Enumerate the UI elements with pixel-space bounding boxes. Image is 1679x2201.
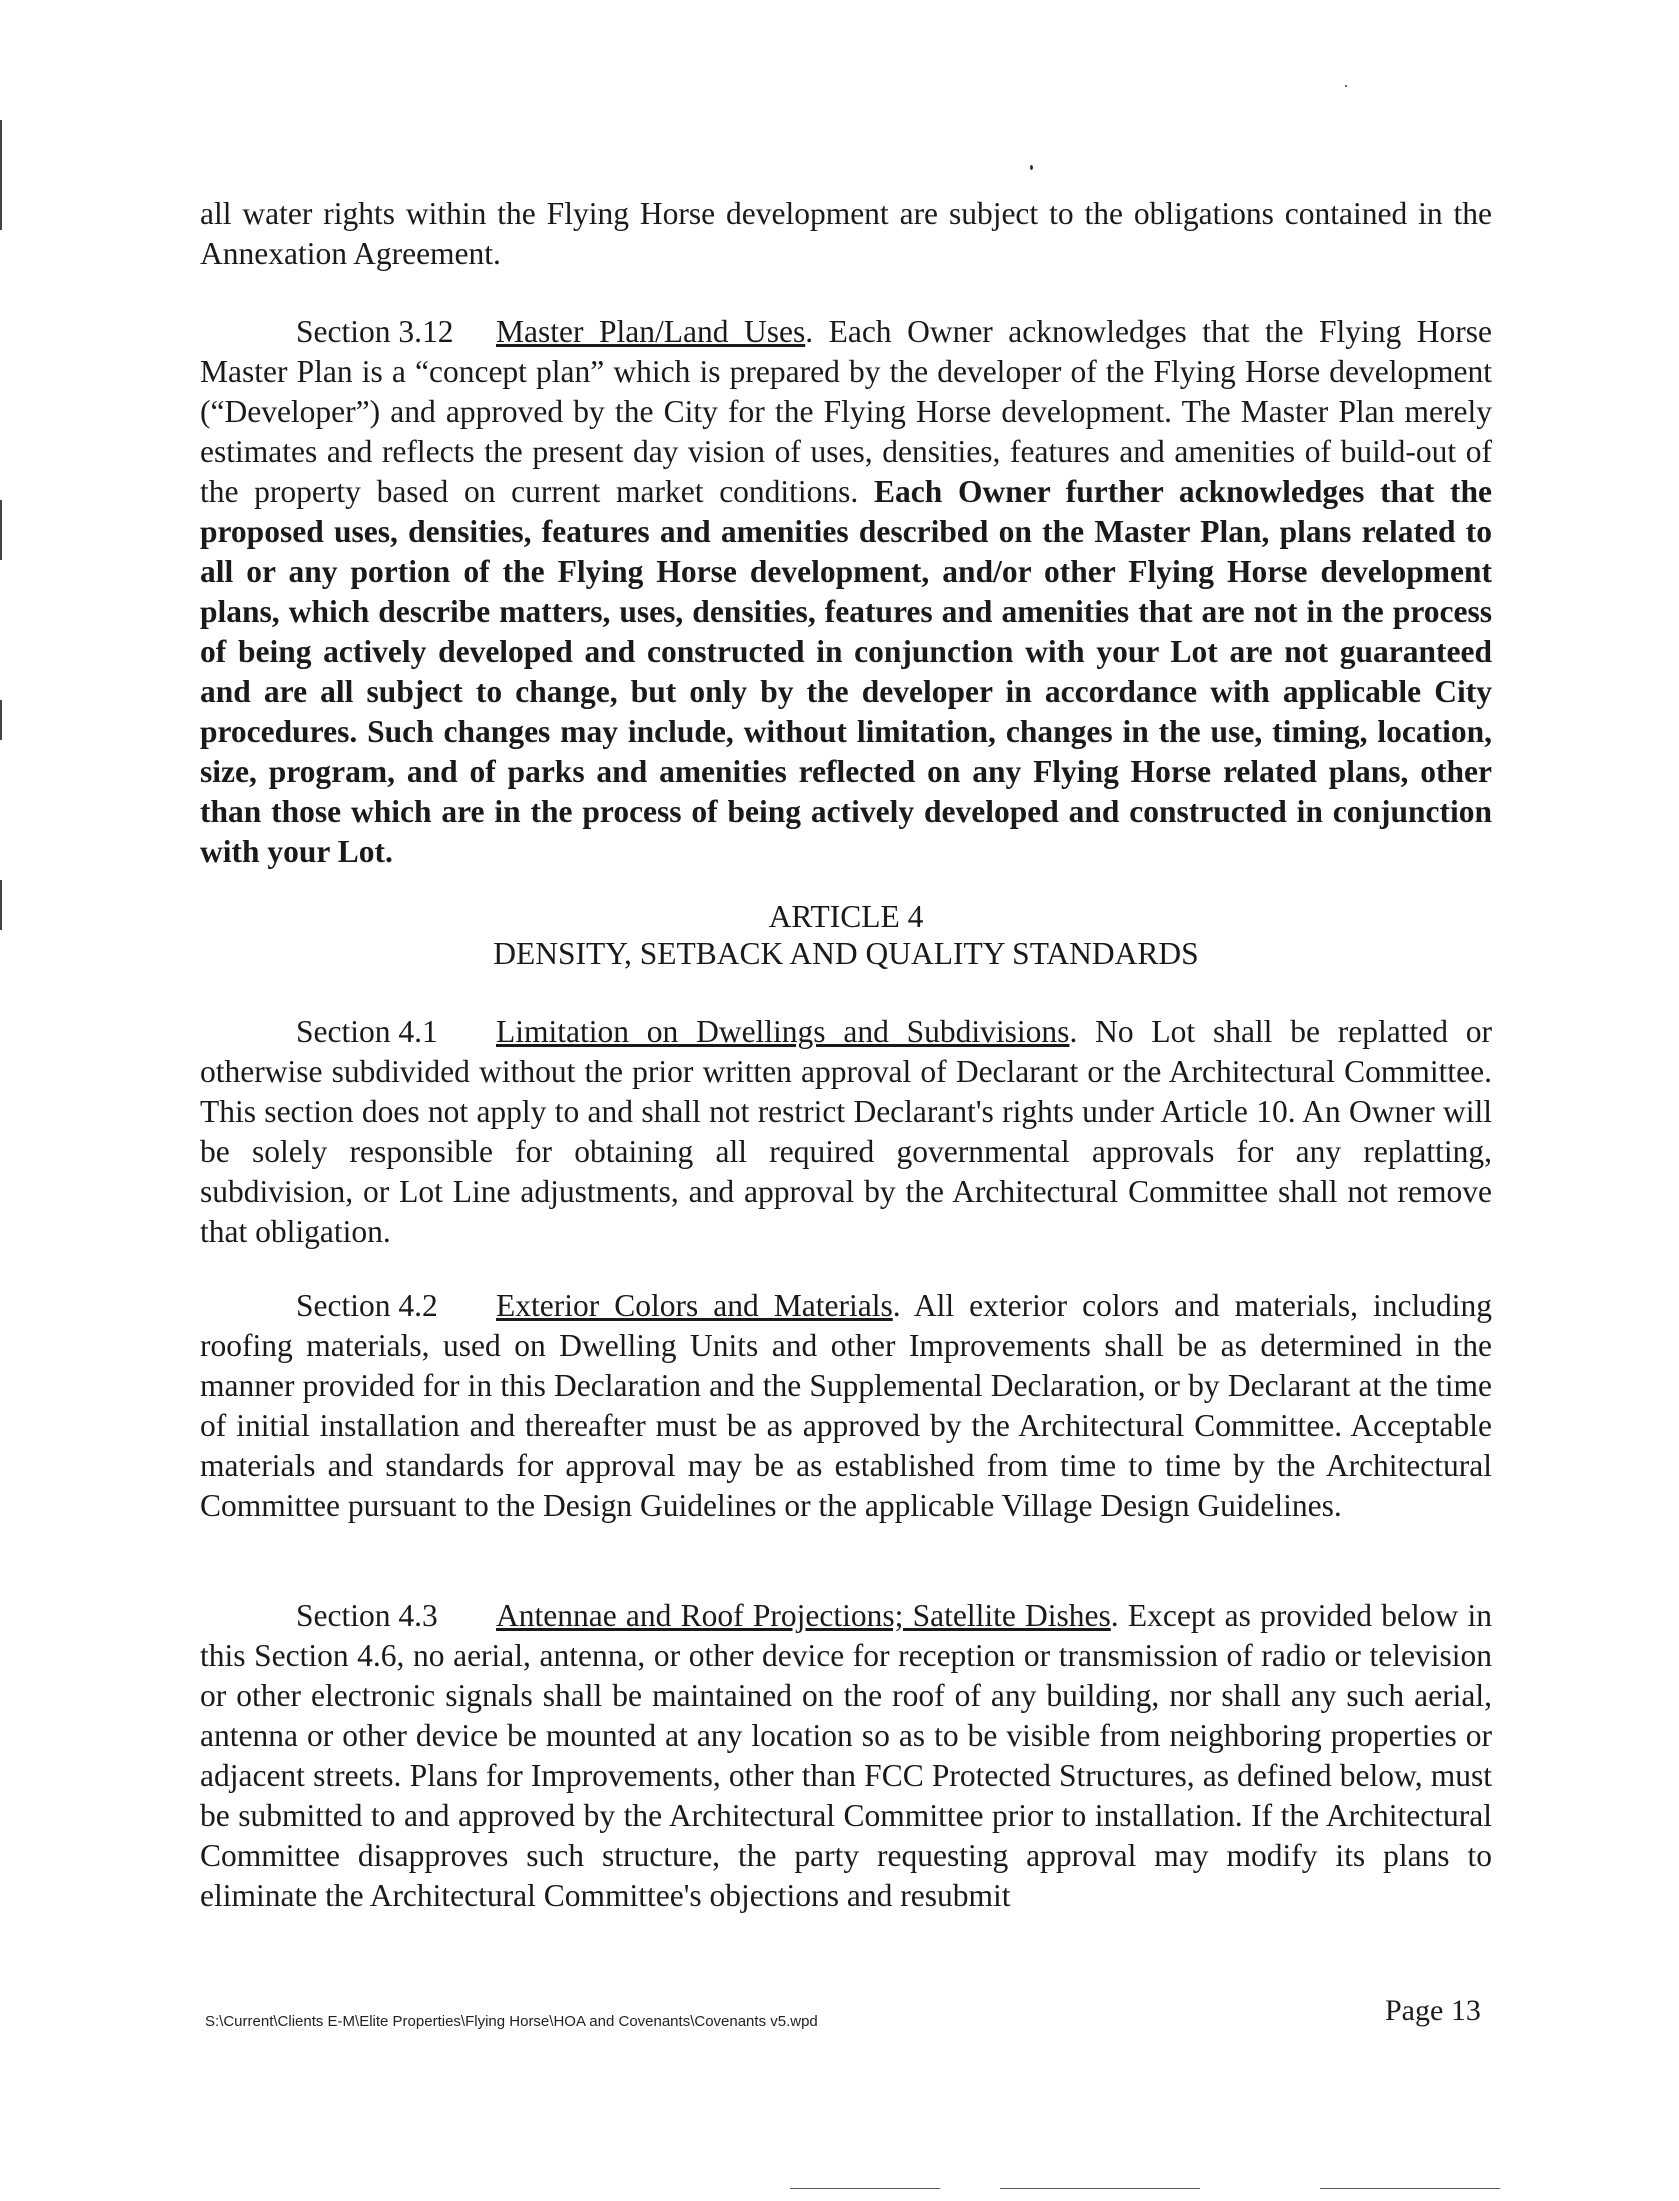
section-3-12-paragraph <box>200 312 1492 872</box>
footer-file-path: S:\Current\Clients E-M\Elite Properties\Flying Horse\HOA and Covenants\Covenants v5.wpd <box>205 2013 818 2030</box>
section-4-2-title: Exterior Colors and Materials <box>496 1288 893 1323</box>
section-4-2-number: Section 4.2 <box>296 1288 438 1323</box>
scan-edge-mark <box>0 500 2 560</box>
article-heading <box>200 898 1492 972</box>
article-label: ARTICLE 4 <box>768 899 924 934</box>
section-4-2-text: . All exterior colors and materials, including roofing materials, used on Dwelling Units and other Improvements shall be as determined in the manner provided for in this Declaration and the Supplemental Declaration, or by Declarant at the time of initial installation and thereafter must be as approved by the Architectural Committee. Acceptable materials and standards for approval may be as established from time to time by the Architectural Committee pursuant to the Design Guidelines or the applicable Village Design Guidelines. <box>200 1288 1492 1523</box>
section-4-1-title: Limitation on Dwellings and Subdivisions <box>496 1014 1070 1049</box>
section-3-12-number: Section 3.12 <box>296 314 454 349</box>
section-4-3-text: . Except as provided below in this Section 4.6, no aerial, antenna, or other device for reception or transmission of radio or television or other electronic signals shall be maintained on the roof of any building, nor shall any such aerial, antenna or other device be mounted at any location so as to be visible from neighboring properties or adjacent streets. Plans for Improvements, other than FCC Protected Structures, as defined below, must be submitted to and approved by the Architectural Committee prior to installation. If the Architectural Committee disapproves such structure, the party requesting approval may modify its plans to eliminate the Architectural Committee's objections and resubmit <box>200 1598 1492 1913</box>
section-4-1-paragraph <box>200 1012 1492 1252</box>
scan-line <box>1320 2188 1500 2189</box>
scan-edge-mark <box>0 700 2 740</box>
article-title: DENSITY, SETBACK AND QUALITY STANDARDS <box>493 936 1199 971</box>
scan-line <box>1000 2188 1200 2189</box>
section-4-2-paragraph <box>200 1286 1492 1526</box>
section-4-1-text: . No Lot shall be replatted or otherwise subdivided without the prior written approval of Declarant or the Architectural Committee. This section does not apply to and shall not restrict Declarant's rights under Article 10. An Owner will be solely responsible for obtaining all required governmental approvals for any replatting, subdivision, or Lot Line adjustments, and approval by the Architectural Committee shall not remove that obligation. <box>200 1014 1492 1249</box>
continuation-text: all water rights within the Flying Horse development are subject to the obligations contained in the Annexation Agreement. <box>200 196 1492 271</box>
section-3-12-title: Master Plan/Land Uses <box>496 314 806 349</box>
scan-speck <box>1345 85 1347 87</box>
section-3-12-text: . Each Owner acknowledges that the Flying Horse Master Plan is a “concept plan” which is prepared by the developer of the Flying Horse development (“Developer”) and approved by the City for the Flying Horse development. The Master Plan merely estimates and reflects the present day vision of uses, densities, features and amenities of build-out of the property based on current market conditions. <box>200 314 1492 509</box>
section-4-3-title: Antennae and Roof Projections; Satellite Dishes <box>496 1598 1111 1633</box>
scan-edge-mark <box>0 120 2 230</box>
section-4-3-number: Section 4.3 <box>296 1598 438 1633</box>
section-3-12-bold-text: Each Owner further acknowledges that the proposed uses, densities, features and amenities described on the Master Plan, plans related to all or any portion of the Flying Horse development, and/or other Flying Horse development plans, which describe matters, uses, densities, features and amenities that are not in the process of being actively developed and constructed in conjunction with your Lot are not guaranteed and are all subject to change, but only by the developer in accordance with applicable City procedures. Such changes may include, without limitation, changes in the use, timing, location, size, program, and of parks and amenities reflected on any Flying Horse related plans, other than those which are in the process of being actively developed and constructed in conjunction with your Lot. <box>200 474 1492 869</box>
page-number: Page 13 <box>1385 1994 1481 2027</box>
scan-speck <box>1030 165 1033 170</box>
section-4-1-number: Section 4.1 <box>296 1014 438 1049</box>
scan-edge-mark <box>0 880 2 930</box>
continuation-paragraph <box>200 194 1492 274</box>
section-4-3-paragraph <box>200 1596 1492 1916</box>
scan-line <box>790 2188 940 2189</box>
